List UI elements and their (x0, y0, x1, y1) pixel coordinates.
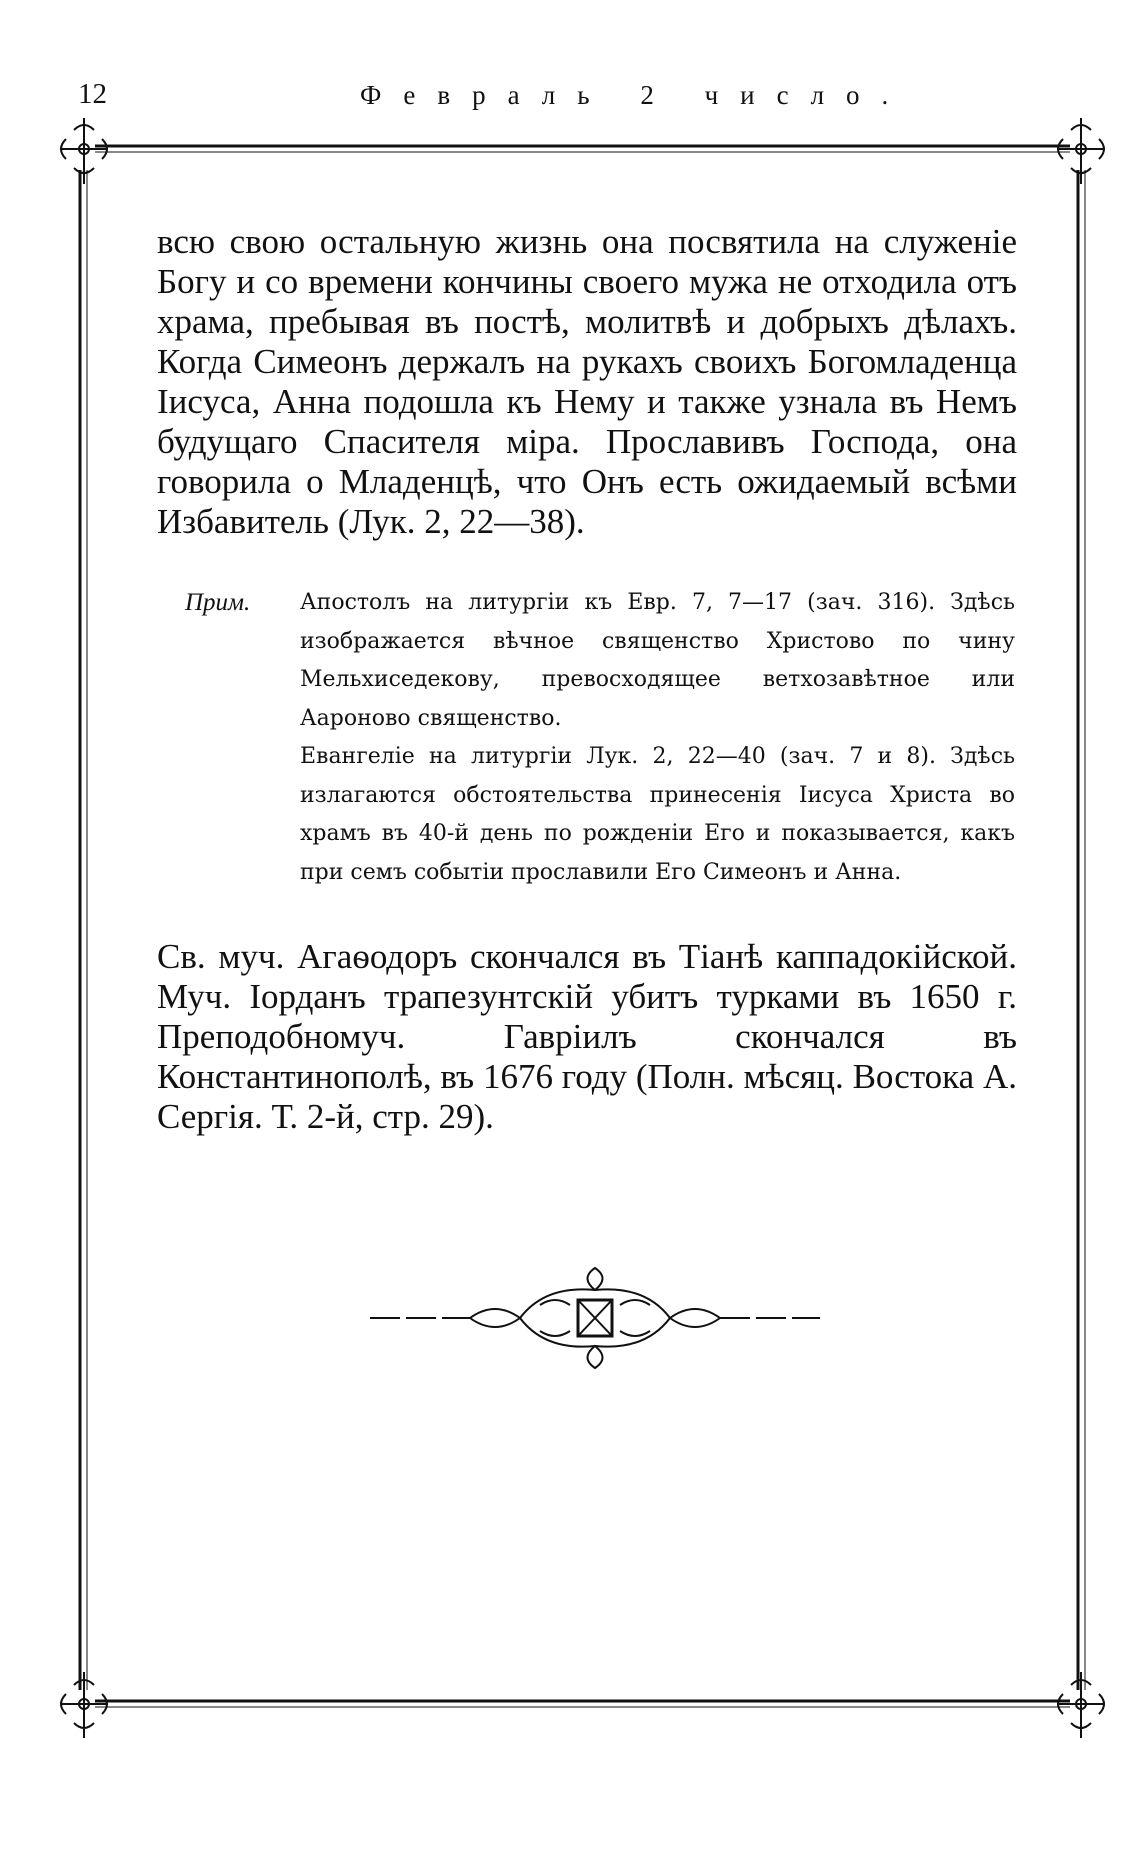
note-gospel: Евангеліе на литургіи Лук. 2, 22—40 (зач. 7 и 8). Здѣсь излагаются обстоятельства принесенія Іисуса Христа во храмъ въ 40-й день по рожденіи Его и показывается, какъ при семъ событіи прославили Его Симеонъ и Анна. (300, 744, 1015, 885)
note-epistle: Апостолъ на литургіи къ Евр. 7, 7—17 (зач. 316). Здѣсь изображается вѣчное священство Христово по чину Мельхиседекову, превосходящее ветхозавѣтное или Аароново священство. (300, 590, 1015, 731)
vignette-ornament-icon (370, 1268, 820, 1368)
running-title: Февраль 2 число. (360, 80, 911, 110)
corner-ornament-top-right-icon (1057, 118, 1105, 184)
main-paragraph-1: всю свою остальную жизнь она посвятила на служеніе Богу и со времени кончины своего мужа не отходила отъ храма, пребывая въ постѣ, молитвѣ и добрыхъ дѣлахъ. Когда Симеонъ держалъ на рукахъ своихъ Богомладенца Іисуса, Анна подошла къ Нему и также узнала въ Немъ будущаго Спасителя міра. Прославивъ Господа, она говорила о Младенцѣ, что Онъ есть ожидаемый всѣми Избавитель (Лук. 2, 22—38). (157, 222, 1017, 541)
corner-ornament-bottom-left-icon (60, 1672, 108, 1738)
corner-ornament-bottom-right-icon (1057, 1672, 1105, 1738)
note-block (185, 584, 1015, 892)
page-number: 12 (78, 78, 107, 110)
note-label: Прим. (185, 589, 251, 616)
main-paragraph-2: Св. муч. Агаѳодоръ скончался въ Тіанѣ каппадокійской. Муч. Іорданъ трапезунтскій убитъ турками въ 1650 г. Преподобномуч. Гавріилъ скончался въ Константинополѣ, въ 1676 году (Полн. мѣсяц. Востока А. Сергія. Т. 2-й, стр. 29). (157, 937, 1017, 1136)
corner-ornament-top-left-icon (60, 118, 108, 184)
